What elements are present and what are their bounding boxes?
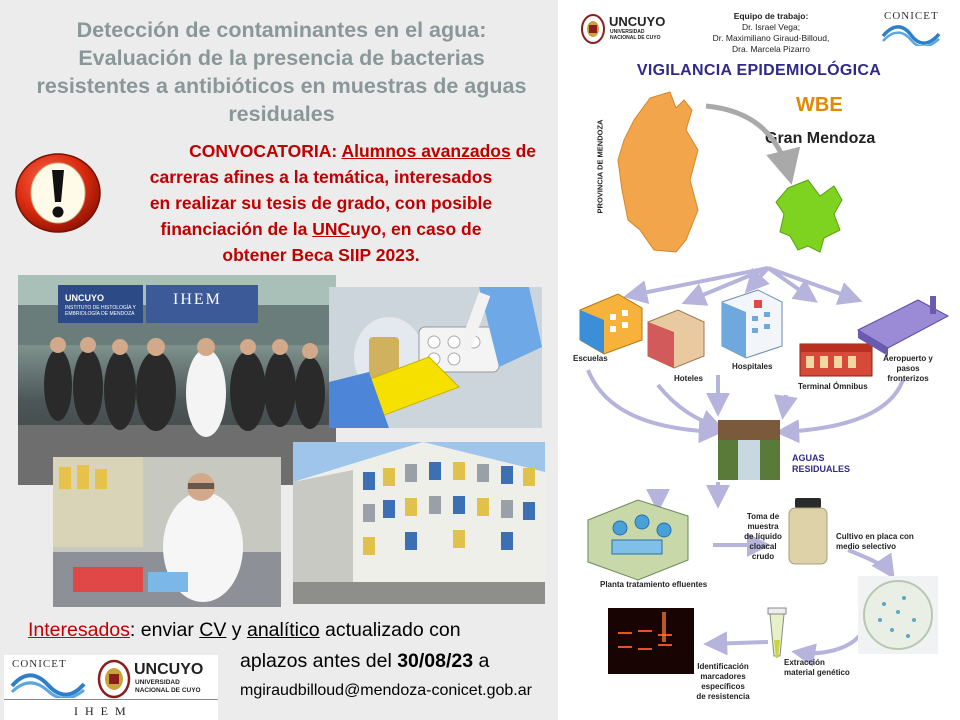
deadline-line — [240, 648, 489, 674]
title-line: Detección de contaminantes en el agua: — [76, 18, 487, 42]
team-member: Dr. Israel Vega; — [741, 22, 801, 32]
uncuyo-sub-line: NACIONAL DE CUYO — [610, 35, 661, 41]
title-line: residuales — [228, 102, 335, 126]
conicet-wave-icon — [10, 672, 86, 698]
label-hotels: Hoteles — [674, 374, 703, 383]
wastewater-line: RESIDUALES — [792, 464, 851, 474]
label-extraction — [784, 658, 850, 678]
uncuyo-sub-line: NACIONAL DE CUYO — [135, 687, 201, 694]
team-photo — [18, 275, 336, 485]
identification-line: de resistencia — [696, 692, 750, 701]
team-member: Dra. Marcela Pizarro — [732, 44, 810, 54]
lab-pipetting-photo — [329, 287, 542, 428]
exclamation-icon — [14, 152, 102, 234]
call-for-students — [106, 138, 536, 268]
team-member: Dr. Maximiliano Giraud-Billoud, — [712, 33, 830, 43]
label-airport: Aeropuerto y pasos fronterizos — [883, 354, 933, 383]
poster-conicet-text: CONICET — [884, 10, 939, 22]
sign-ihem: IHEM — [173, 291, 222, 308]
sampling-line: Toma de — [746, 512, 780, 521]
interested-label: Interesados — [28, 619, 130, 641]
surveillance-poster — [558, 0, 960, 720]
contact-text: actualizado con — [319, 619, 461, 641]
researcher-photo — [53, 457, 281, 607]
convocatoria-line: en realizar su tesis de grado, con posible — [149, 193, 493, 213]
uncuyo-sub-line: UNIVERSIDAD — [135, 679, 180, 686]
label-wastewater — [792, 453, 850, 475]
uncuyo-logo-text: UNCUYO — [134, 661, 204, 678]
label-schools: Escuelas — [573, 354, 608, 363]
extraction-line: material genético — [784, 668, 850, 677]
word-de: de — [515, 141, 536, 161]
title-line: resistentes a antibióticos en muestras de aguas — [36, 74, 527, 98]
contact-text: y — [226, 619, 247, 641]
line-text: uyo, en caso de — [350, 219, 482, 239]
region-label: Gran Mendoza — [765, 130, 876, 147]
uncuyo-sub — [135, 679, 201, 695]
province-label: PROVINCIA DE MENDOZA — [595, 119, 605, 214]
identification-line: marcadores — [700, 672, 746, 681]
label-culture — [836, 532, 914, 552]
sampling-line: de líquido — [744, 532, 782, 541]
extraction-line: Extracción — [784, 658, 825, 667]
conicet-logo-text: CONICET — [12, 658, 67, 670]
contact-text: a — [473, 650, 490, 672]
sampling-line: muestra — [747, 522, 779, 531]
identification-line: Identificación — [697, 662, 749, 671]
label-hospitals: Hospitales — [732, 362, 773, 371]
poster-uncuyo-text: UNCUYO — [609, 14, 666, 29]
convocatoria-line: obtener Beca SIIP 2023. — [222, 245, 420, 265]
title-line: Evaluación de la presencia de bacterias — [78, 46, 485, 70]
label-sampling — [738, 512, 788, 562]
deadline-date: 30/08/23 — [397, 650, 474, 672]
poster-title — [14, 16, 549, 128]
wbe-label: WBE — [796, 94, 843, 116]
contact-instructions — [28, 617, 568, 643]
contact-email[interactable]: mgiraudbilloud@mendoza-conicet.gob.ar — [240, 682, 532, 699]
label-treatment-plant: Planta tratamiento efluentes — [600, 580, 708, 589]
line-text: financiación de la — [160, 219, 313, 239]
building-photo — [293, 442, 545, 604]
convocatoria-label: CONVOCATORIA — [189, 141, 332, 161]
ihem-logo-text: I H E M — [74, 704, 128, 718]
uncuyo-crest-icon — [97, 659, 131, 699]
wastewater-line: AGUAS — [792, 453, 825, 463]
advanced-students-highlight: Alumnos avanzados — [341, 141, 511, 161]
analitico-label: analítico — [246, 619, 320, 641]
divider — [4, 699, 218, 700]
unc-highlight: UNC — [312, 219, 351, 239]
sampling-line: crudo — [751, 552, 775, 561]
convocatoria-line: carreras afines a la temática, interesados — [149, 167, 493, 187]
cv-label: CV — [199, 619, 227, 641]
identification-line: específicos — [701, 682, 745, 691]
label-bus-terminal: Terminal Ómnibus — [798, 382, 868, 391]
uncuyo-sub-line: UNIVERSIDAD — [610, 29, 645, 35]
sampling-line: cloacal — [749, 542, 777, 551]
sign-uncuyo: UNCUYO — [65, 293, 105, 303]
culture-line: Cultivo en placa con — [836, 532, 914, 541]
contact-text: aplazos antes del — [240, 650, 398, 672]
contact-text: : enviar — [129, 619, 200, 641]
poster-heading: VIGILANCIA EPIDEMIOLÓGICA — [636, 62, 882, 79]
colon: : — [331, 141, 338, 161]
label-identification — [694, 662, 752, 702]
institution-logos — [4, 655, 218, 720]
sign-sub: INSTITUTO DE HISTOLOGÍA Y EMBRIOLOGÍA DE MENDOZA — [65, 305, 136, 317]
convocatoria-line — [106, 216, 536, 242]
team-title: Equipo de trabajo: — [733, 11, 809, 21]
culture-line: medio selectivo — [836, 542, 897, 551]
